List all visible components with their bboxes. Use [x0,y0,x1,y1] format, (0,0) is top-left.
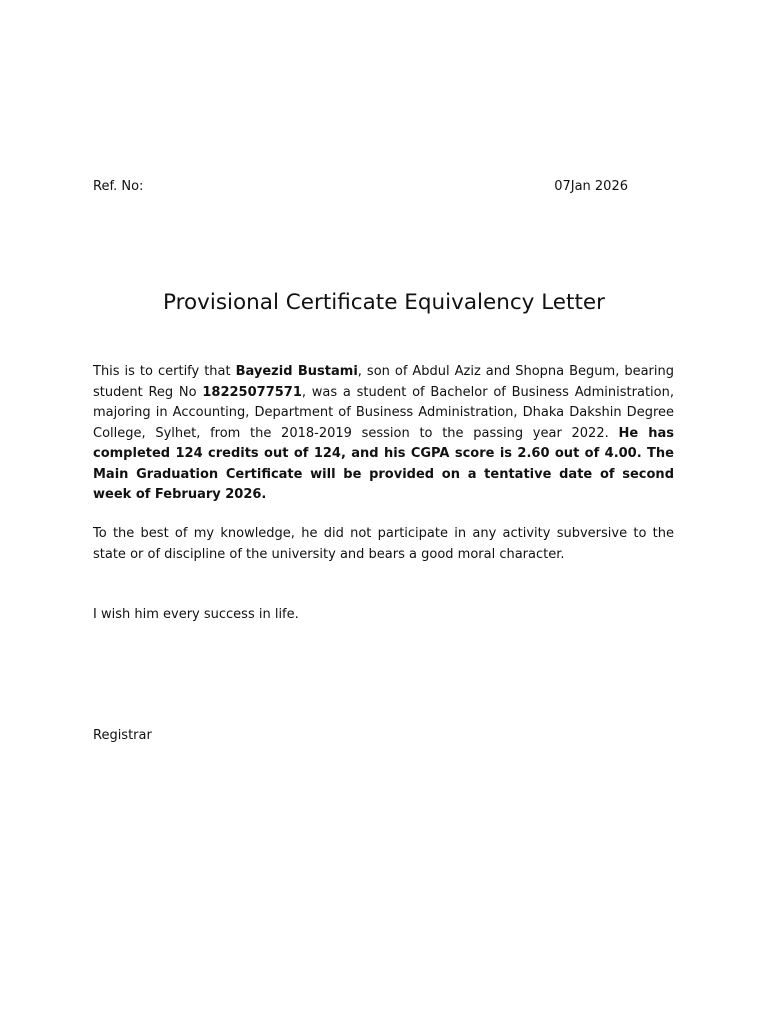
student-name: Bayezid Bustami [235,364,358,379]
paragraph-text-3: , was a student of Bachelor of Business Administration, majoring in Accounting, Department of Business Administration, Dhaka Dakshin Degree College, Sylhet, from the 2018-2019 session to the passing year 2022. [93,384,674,441]
conduct-paragraph: To the best of my knowledge, he did not participate in any activity subversive to the state or of discipline of the university and bears a good moral character. [93,526,674,562]
ref-number-label: Ref. No: [93,179,144,194]
reference-row [93,178,628,195]
certification-paragraph [93,362,674,506]
paragraph-text-1: This is to certify that [93,364,236,379]
registration-number: 18225077571 [202,384,302,400]
letter-date: 07Jan 2026 [554,179,628,194]
signatory-title: Registrar [93,728,152,743]
paragraph-text-2: , son of Abdul Aziz and Shopna Begum, bearing student Reg No [93,364,674,400]
letter-title: Provisional Certificate Equivalency Letter [163,290,605,315]
completion-statement: He has completed 124 credits out of 124, and his CGPA score is 2.60 out of 4.00. The Main Graduation Certificate will be provided on a tentative date of second week of February 2026. [93,425,674,502]
wishes-paragraph: I wish him every success in life. [93,607,299,622]
